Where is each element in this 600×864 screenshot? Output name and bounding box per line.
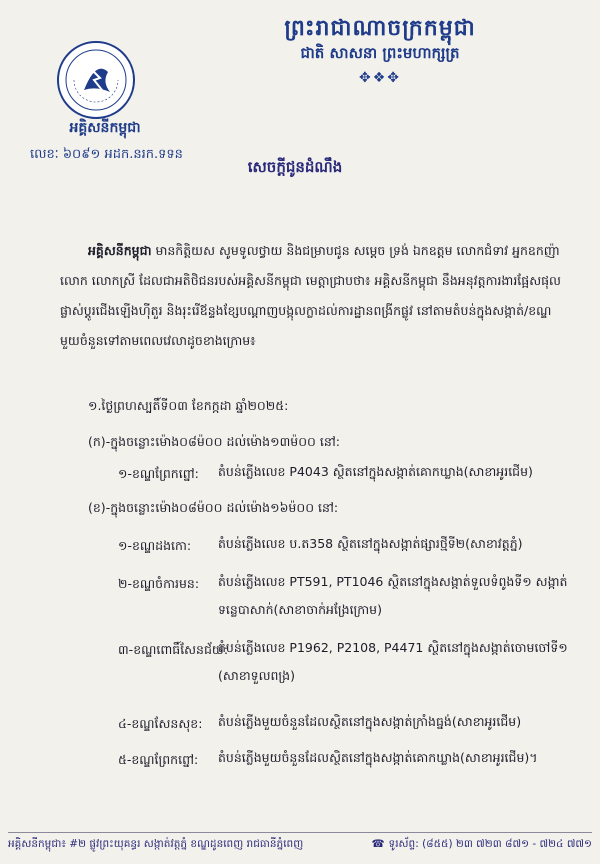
footer-phone <box>371 838 592 853</box>
slot-b-heading: (ខ)-ក្នុងចន្លោះម៉ោង០៨ម៉០០ ដល់ម៉ោង១៦ម៉០០ នៅ: <box>88 500 339 515</box>
document-title: សេចក្តីជូនដំណឹង <box>247 158 343 176</box>
kingdom-heading: ព្រះរាជាណាចក្រកម្ពុជា <box>284 16 476 41</box>
slot-b-item-2-label: ២-ខណ្ឌចំការមន: <box>118 576 200 591</box>
slot-b-item-1-location: តំបន់ភ្លើងលេខ ប.ត358 ស្ថិតនៅក្នុងសង្កាត់ផ្សារថ្មីទី២(សាខាវត្តភ្នំ) <box>218 536 523 551</box>
intro-text: មានកិត្តិយស សូមទូលថ្វាយ និងជម្រាបជូន សម្តេច ទ្រង់ ឯកឧត្តម លោកជំទាវ អ្នកឧកញ៉ា លោក លោកស្រី ដែលជាអតិថិជនរបស់អគ្គិសនីកម្ពុជា មេត្តាជ្រាបថា៖ អគ្គិសនីកម្ពុជា នឹងអនុវត្តការងារផ្អែសផុល ផ្លាស់ប្តូរជើងឡើងហ៊ីតួរ និងរុះរើឪន្ទងខ្សែបណ្តាញបង្កុលក្លាដល់ការដ្ឋានពង្រីកផ្លូវ នៅតាមតំបន់ក្នុងសង្កាត់/ខណ្ឌមួយចំនួនទៅតាមពេលវេលាដូចខាងក្រោម៖ <box>60 243 561 348</box>
ornament-divider: ✥❖✥ <box>358 70 401 86</box>
slot-b-item-3-label: ៣-ខណ្ឌពោធិ៍សែនជ័យ: <box>118 642 229 657</box>
footer-divider <box>8 832 592 833</box>
slot-a-item-1-label: ១-ខណ្ឌព្រែកព្នៅ: <box>118 466 199 481</box>
footer-phone-text: ទូរស័ព្ទ: (៨៥៥) ២៣ ៧២៣ ៨៧១ - ៧២៤ ៧៧១ <box>388 838 592 850</box>
slot-b-item-5-label: ៥-ខណ្ឌព្រែកព្នៅ: <box>118 752 199 767</box>
slot-b-item-5-location: តំបន់ភ្លើងមួយចំនួនដែលស្ថិតនៅក្នុងសង្កាត់គោកឃ្លាង(សាខាអូរជើម)។ <box>218 750 538 765</box>
slot-b-item-4-location: តំបន់ភ្លើងមួយចំនួនដែលស្ថិតនៅក្នុងសង្កាត់ក្រាំងធ្នង់(សាខាអូរជើម) <box>218 714 522 729</box>
slot-a-heading: (ក)-ក្នុងចន្លោះម៉ោង០៨ម៉០០ ដល់ម៉ោង១៣ម៉០០ នៅ: <box>88 434 340 449</box>
footer-address: អគ្គិសនីកម្ពុជា៖ #២ ផ្លូវព្រះយុគន្ធរ សង្កាត់វត្តភ្នំ ខណ្ឌដូនពេញ រាជធានីភ្នំពេញ <box>8 838 304 850</box>
slot-b-item-2-location: តំបន់ភ្លើងលេខ PT591, PT1046 ស្ថិតនៅក្នុងសង្កាត់ទួលទំពូងទី១ សង្កាត់ទន្លេបាសាក់(សាខាចាក់អង្រែក្រោម) <box>218 574 568 617</box>
slot-a-item-1-location: តំបន់ភ្លើងលេខ P4043 ស្ថិតនៅក្នុងសង្កាត់គោកឃ្លាង(សាខាអូរជើម) <box>218 464 533 479</box>
edc-logo <box>56 40 136 120</box>
slot-b-item-4-label: ៤-ខណ្ឌសែនសុខ: <box>118 716 203 731</box>
reference-number: លេខៈ ៦០៩១ អដក.នរក.ទទន <box>30 147 183 162</box>
slot-b-item-1-label: ១-ខណ្ឌដងកោ: <box>118 538 192 553</box>
national-motto: ជាតិ សាសនា ព្រះមហាក្សត្រ <box>300 44 460 62</box>
schedule-day: ១.ថ្ងៃព្រហស្បតិ៍ទី០៣ ខែកក្កដា ឆ្នាំ២០២៥: <box>88 398 289 413</box>
org-name: អគ្គិសនីកម្ពុជា <box>69 120 141 136</box>
phone-icon: ☎ <box>371 838 385 850</box>
intro-paragraph <box>60 236 570 356</box>
slot-b-item-3-location: តំបន់ភ្លើងលេខ P1962, P2108, P4471 ស្ថិតនៅក្នុងសង្កាត់ចោមចៅទី១ (សាខាទួលពង្រ) <box>218 640 568 683</box>
intro-org-name: អគ្គិសនីកម្ពុជា <box>88 243 152 258</box>
